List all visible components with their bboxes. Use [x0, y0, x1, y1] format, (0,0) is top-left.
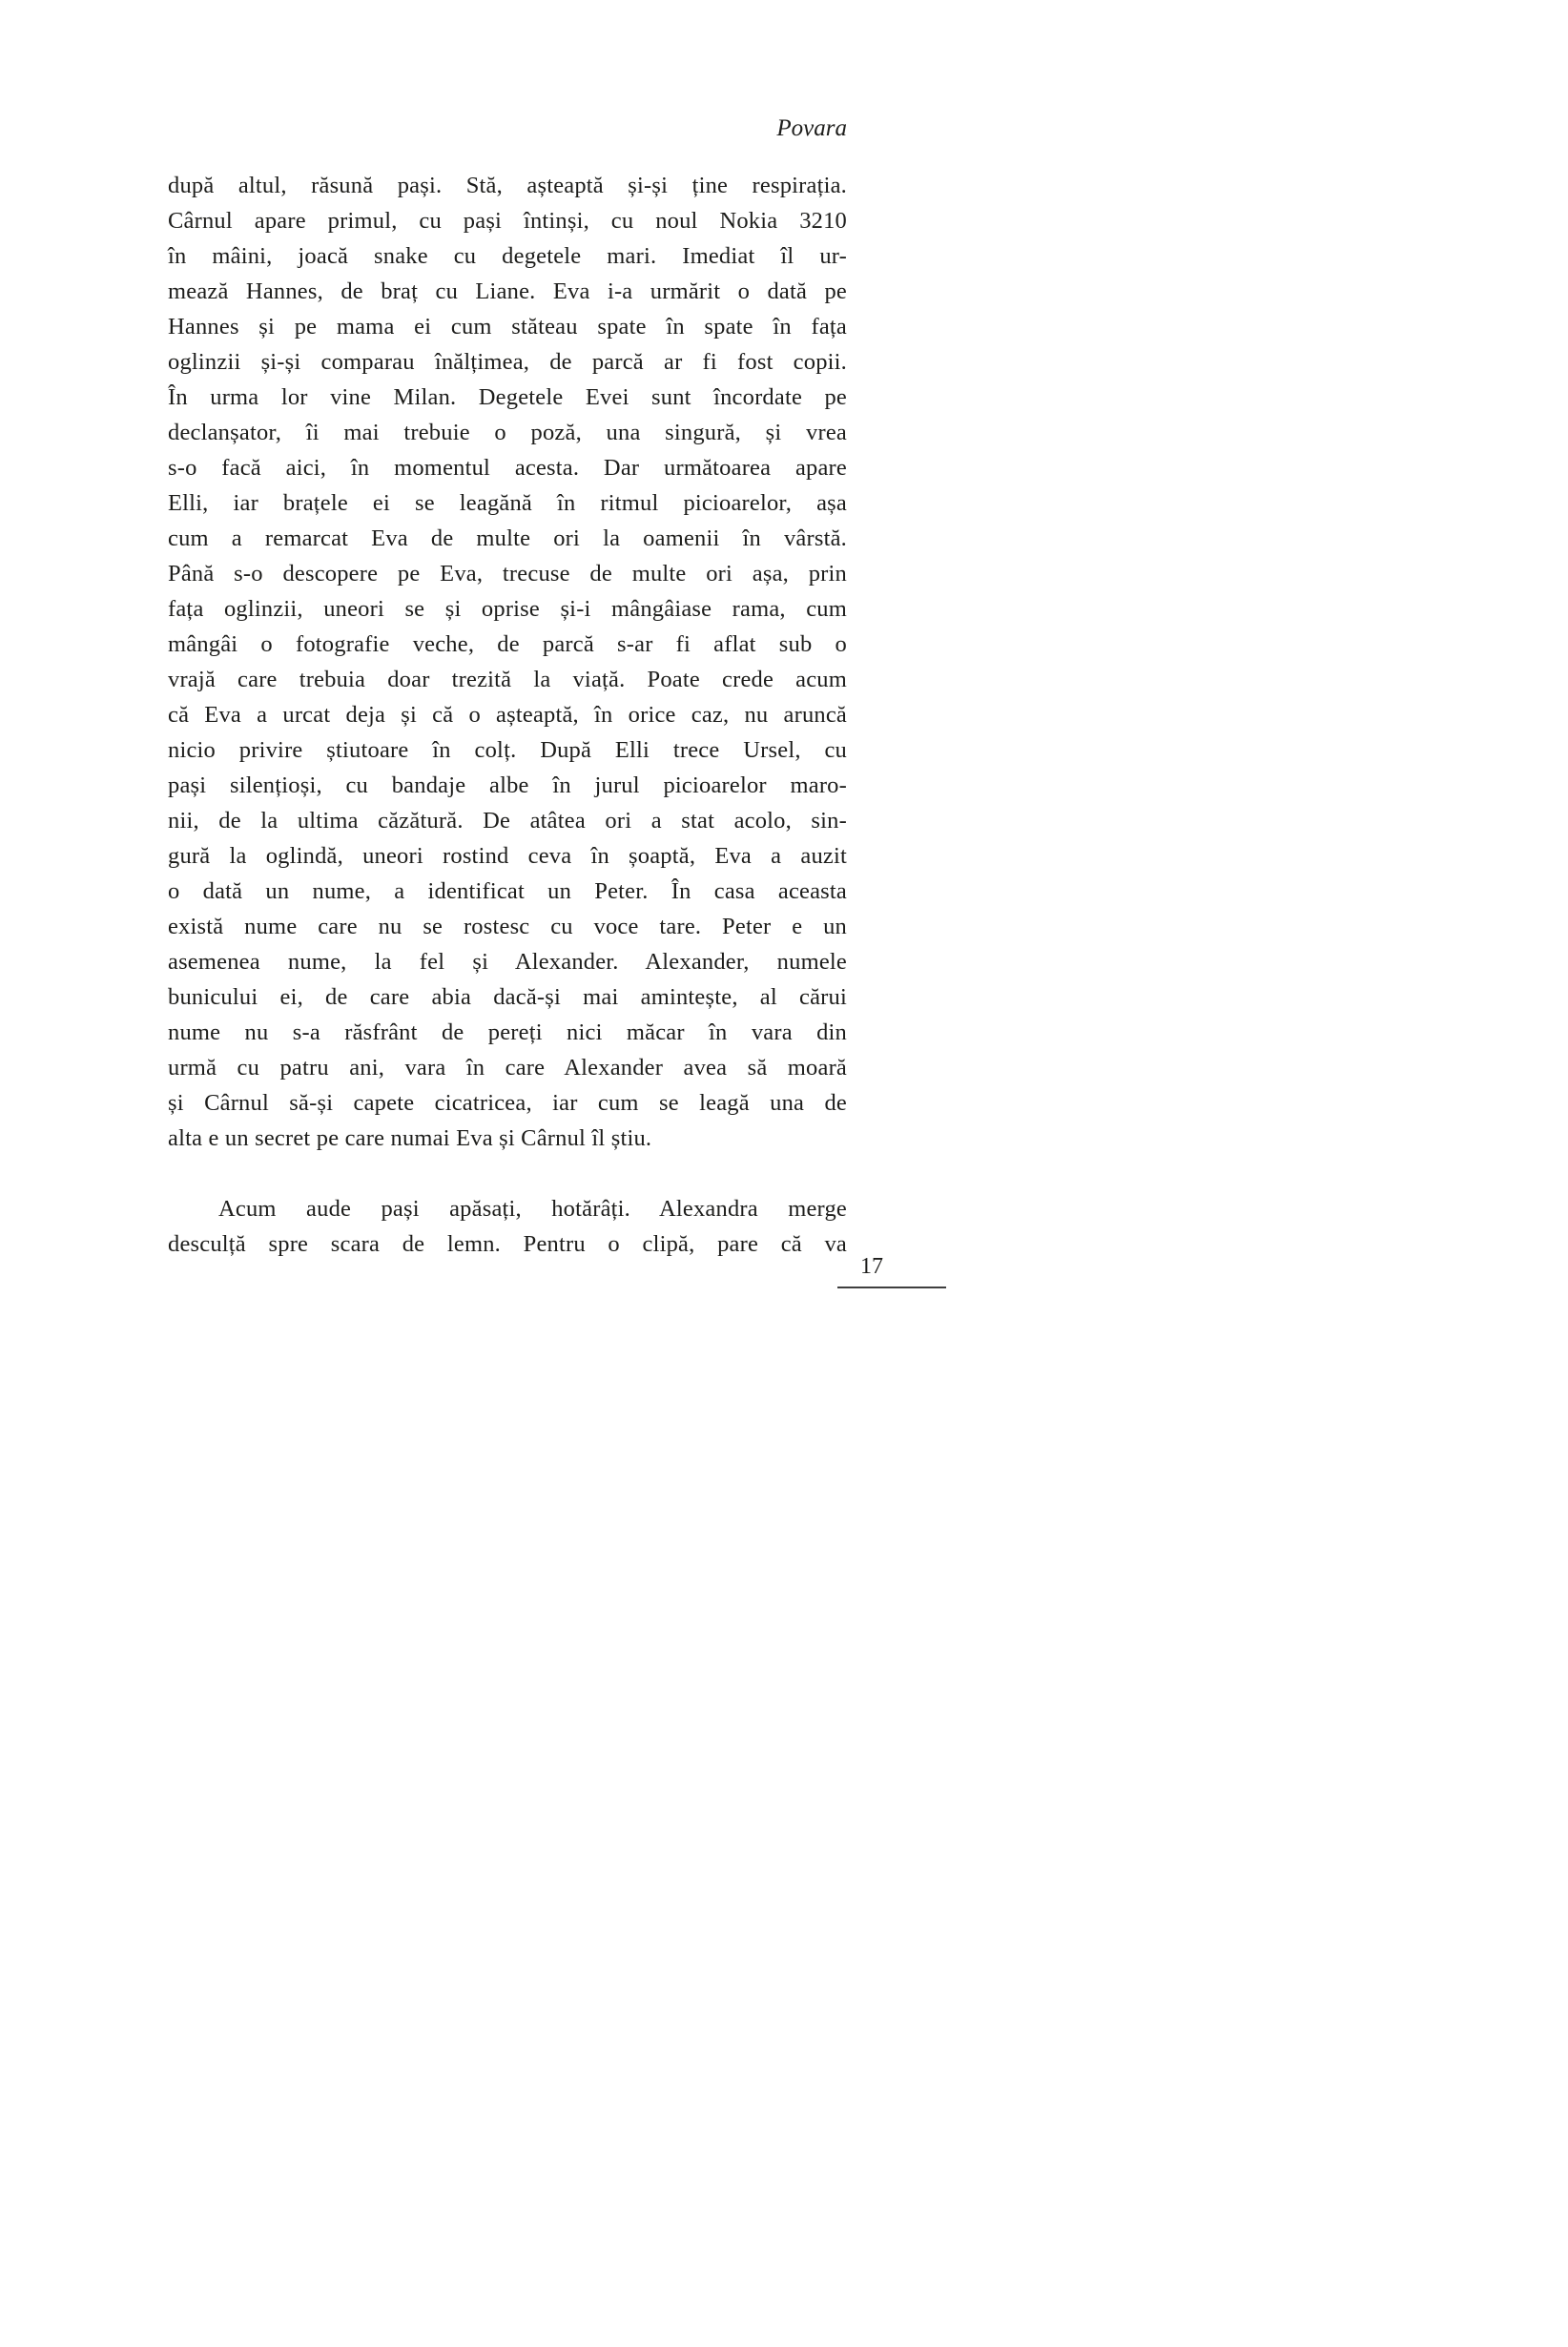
text-line: asemenea nume, la fel și Alexander. Alexander, numele: [168, 949, 847, 975]
text-line: o dată un nume, a identificat un Peter. În casa aceasta: [168, 878, 847, 904]
text-line: și Cârnul să-și capete cicatricea, iar cum se leagă una de: [168, 1090, 847, 1116]
page-number-rule: [837, 1287, 946, 1288]
text-line: bunicului ei, de care abia dacă-și mai amintește, al cărui: [168, 984, 847, 1010]
text-line: vrajă care trebuia doar trezită la viață. Poate crede acum: [168, 667, 847, 692]
text-line: pași silențioși, cu bandaje albe în jurul picioarelor maro-: [168, 772, 847, 798]
text-line: în mâini, joacă snake cu degetele mari. Imediat îl ur-: [168, 243, 847, 269]
text-line: Cârnul apare primul, cu pași întinși, cu noul Nokia 3210: [168, 208, 847, 234]
text-line: Acum aude pași apăsați, hotărâți. Alexandra merge: [218, 1196, 847, 1222]
text-line: mează Hannes, de braț cu Liane. Eva i-a urmărit o dată pe: [168, 278, 847, 304]
text-line: nume nu s-a răsfrânt de pereți nici măcar în vara din: [168, 1019, 847, 1045]
page-number: 17: [860, 1254, 883, 1279]
page-footer: [837, 1253, 946, 1288]
text-line: În urma lor vine Milan. Degetele Evei sunt încordate pe: [168, 384, 847, 410]
text-line: desculță spre scara de lemn. Pentru o clipă, pare că va: [168, 1231, 847, 1257]
text-line: nii, de la ultima căzătură. De atâtea ori a stat acolo, sin-: [168, 808, 847, 834]
text-line: gură la oglindă, uneori rostind ceva în șoaptă, Eva a auzit: [168, 843, 847, 869]
text-line: fața oglinzii, uneori se și oprise și-i mângâiase rama, cum: [168, 596, 847, 622]
running-header: Povara: [776, 115, 847, 141]
text-block: [168, 168, 847, 1262]
text-line: s-o facă aici, în momentul acesta. Dar următoarea apare: [168, 455, 847, 481]
text-line: declanșator, îi mai trebuie o poză, una singură, și vrea: [168, 420, 847, 445]
text-line: Elli, iar brațele ei se leagănă în ritmul picioarelor, așa: [168, 490, 847, 516]
text-line: după altul, răsună pași. Stă, așteaptă și-și ține respirația.: [168, 173, 847, 198]
text-line: oglinzii și-și comparau înălțimea, de parcă ar fi fost copii.: [168, 349, 847, 375]
text-line: alta e un secret pe care numai Eva și Cârnul îl știu.: [168, 1125, 652, 1151]
text-line: Hannes și pe mama ei cum stăteau spate în spate în fața: [168, 314, 847, 340]
text-line: că Eva a urcat deja și că o așteaptă, în orice caz, nu aruncă: [168, 702, 847, 728]
text-line: mângâi o fotografie veche, de parcă s-ar fi aflat sub o: [168, 631, 847, 657]
text-line: urmă cu patru ani, vara în care Alexander avea să moară: [168, 1055, 847, 1081]
text-line: cum a remarcat Eva de multe ori la oamenii în vârstă.: [168, 525, 847, 551]
text-line: nicio privire știutoare în colț. După Elli trece Ursel, cu: [168, 737, 847, 763]
text-line: Până s-o descopere pe Eva, trecuse de multe ori așa, prin: [168, 561, 847, 587]
text-line: există nume care nu se rostesc cu voce tare. Peter e un: [168, 914, 847, 939]
paragraph: [168, 168, 847, 1156]
paragraph: [168, 1191, 847, 1262]
